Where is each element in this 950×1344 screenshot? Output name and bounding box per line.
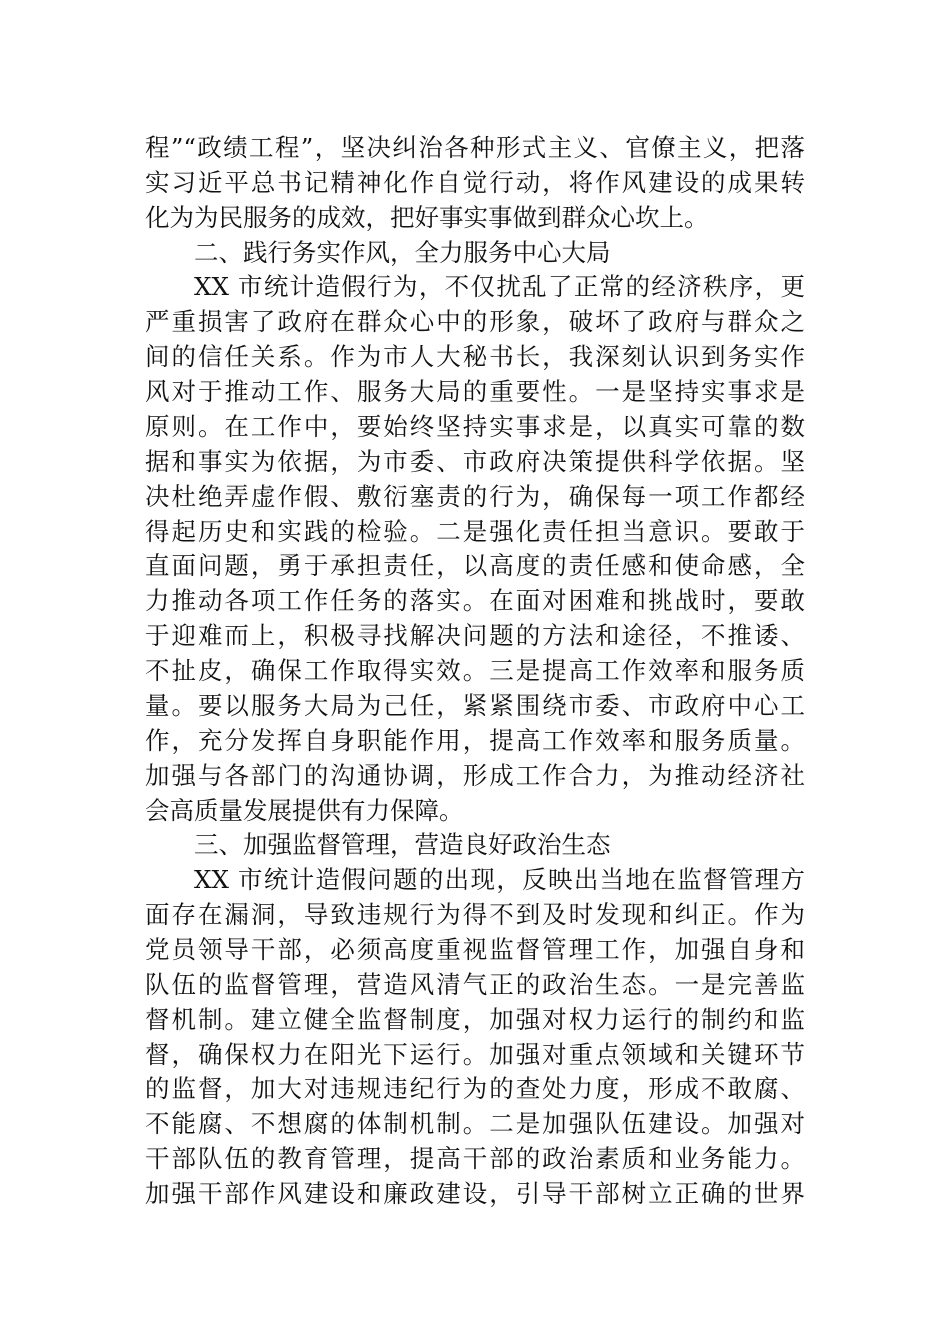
text-line: 于迎难而上，积极寻找解决问题的方法和途径，不推诿、 <box>145 621 805 650</box>
text-line: 直面问题，勇于承担责任，以高度的责任感和使命感，全 <box>145 551 805 580</box>
section-heading-3: 三、加强监督管理，营造良好政治生态 <box>194 830 611 859</box>
text-line: 据和事实为依据，为市委、市政府决策提供科学依据。坚 <box>145 447 805 476</box>
text-line: 不能腐、不想腐的体制机制。二是加强队伍建设。加强对 <box>145 1109 805 1138</box>
text-line: 党员领导干部，必须高度重视监督管理工作，加强自身和 <box>145 935 805 964</box>
text-line: 面存在漏洞，导致违规行为得不到及时发现和纠正。作为 <box>145 900 805 929</box>
text-line: 督机制。建立健全监督制度，加强对权力运行的制约和监 <box>145 1005 805 1034</box>
text-line: 不扯皮，确保工作取得实效。三是提高工作效率和服务质 <box>145 656 805 685</box>
text-line: 加强与各部门的沟通协调，形成工作合力，为推动经济社 <box>145 761 805 790</box>
text-line: 会高质量发展提供有力保障。 <box>145 796 464 825</box>
text-line: XX 市统计造假行为，不仅扰乱了正常的经济秩序，更 <box>194 272 805 301</box>
text-line: 决杜绝弄虚作假、敷衍塞责的行为，确保每一项工作都经 <box>145 482 805 511</box>
text-line: 力推动各项工作任务的落实。在面对困难和挑战时，要敢 <box>145 586 805 615</box>
text-line: 量。要以服务大局为己任，紧紧围绕市委、市政府中心工 <box>145 691 805 720</box>
text-line: 程”“政绩工程”，坚决纠治各种形式主义、官僚主义，把落 <box>145 133 805 162</box>
text-line: 严重损害了政府在群众心中的形象，破坏了政府与群众之 <box>145 307 805 336</box>
text-line: 间的信任关系。作为市人大秘书长，我深刻认识到务实作 <box>145 342 805 371</box>
text-line: 干部队伍的教育管理，提高干部的政治素质和业务能力。 <box>145 1144 805 1173</box>
text-line: 作，充分发挥自身职能作用，提高工作效率和服务质量。 <box>145 726 805 755</box>
text-line: 化为为民服务的成效，把好事实事做到群众心坎上。 <box>145 203 709 232</box>
text-line: 风对于推动工作、服务大局的重要性。一是坚持实事求是 <box>145 377 805 406</box>
text-line: 实习近平总书记精神化作自觉行动，将作风建设的成果转 <box>145 168 805 197</box>
text-line: 原则。在工作中，要始终坚持实事求是，以真实可靠的数 <box>145 412 805 441</box>
text-line: 的监督，加大对违规违纪行为的查处力度，形成不敢腐、 <box>145 1074 805 1103</box>
text-line: 队伍的监督管理，营造风清气正的政治生态。一是完善监 <box>145 970 805 999</box>
text-line: 督，确保权力在阳光下运行。加强对重点领域和关键环节 <box>145 1040 805 1069</box>
text-line: XX 市统计造假问题的出现，反映出当地在监督管理方 <box>194 865 805 894</box>
text-line: 加强干部作风建设和廉政建设，引导干部树立正确的世界 <box>145 1179 805 1208</box>
text-line: 得起历史和实践的检验。二是强化责任担当意识。要敢于 <box>145 517 805 546</box>
section-heading-2: 二、践行务实作风，全力服务中心大局 <box>194 238 611 267</box>
